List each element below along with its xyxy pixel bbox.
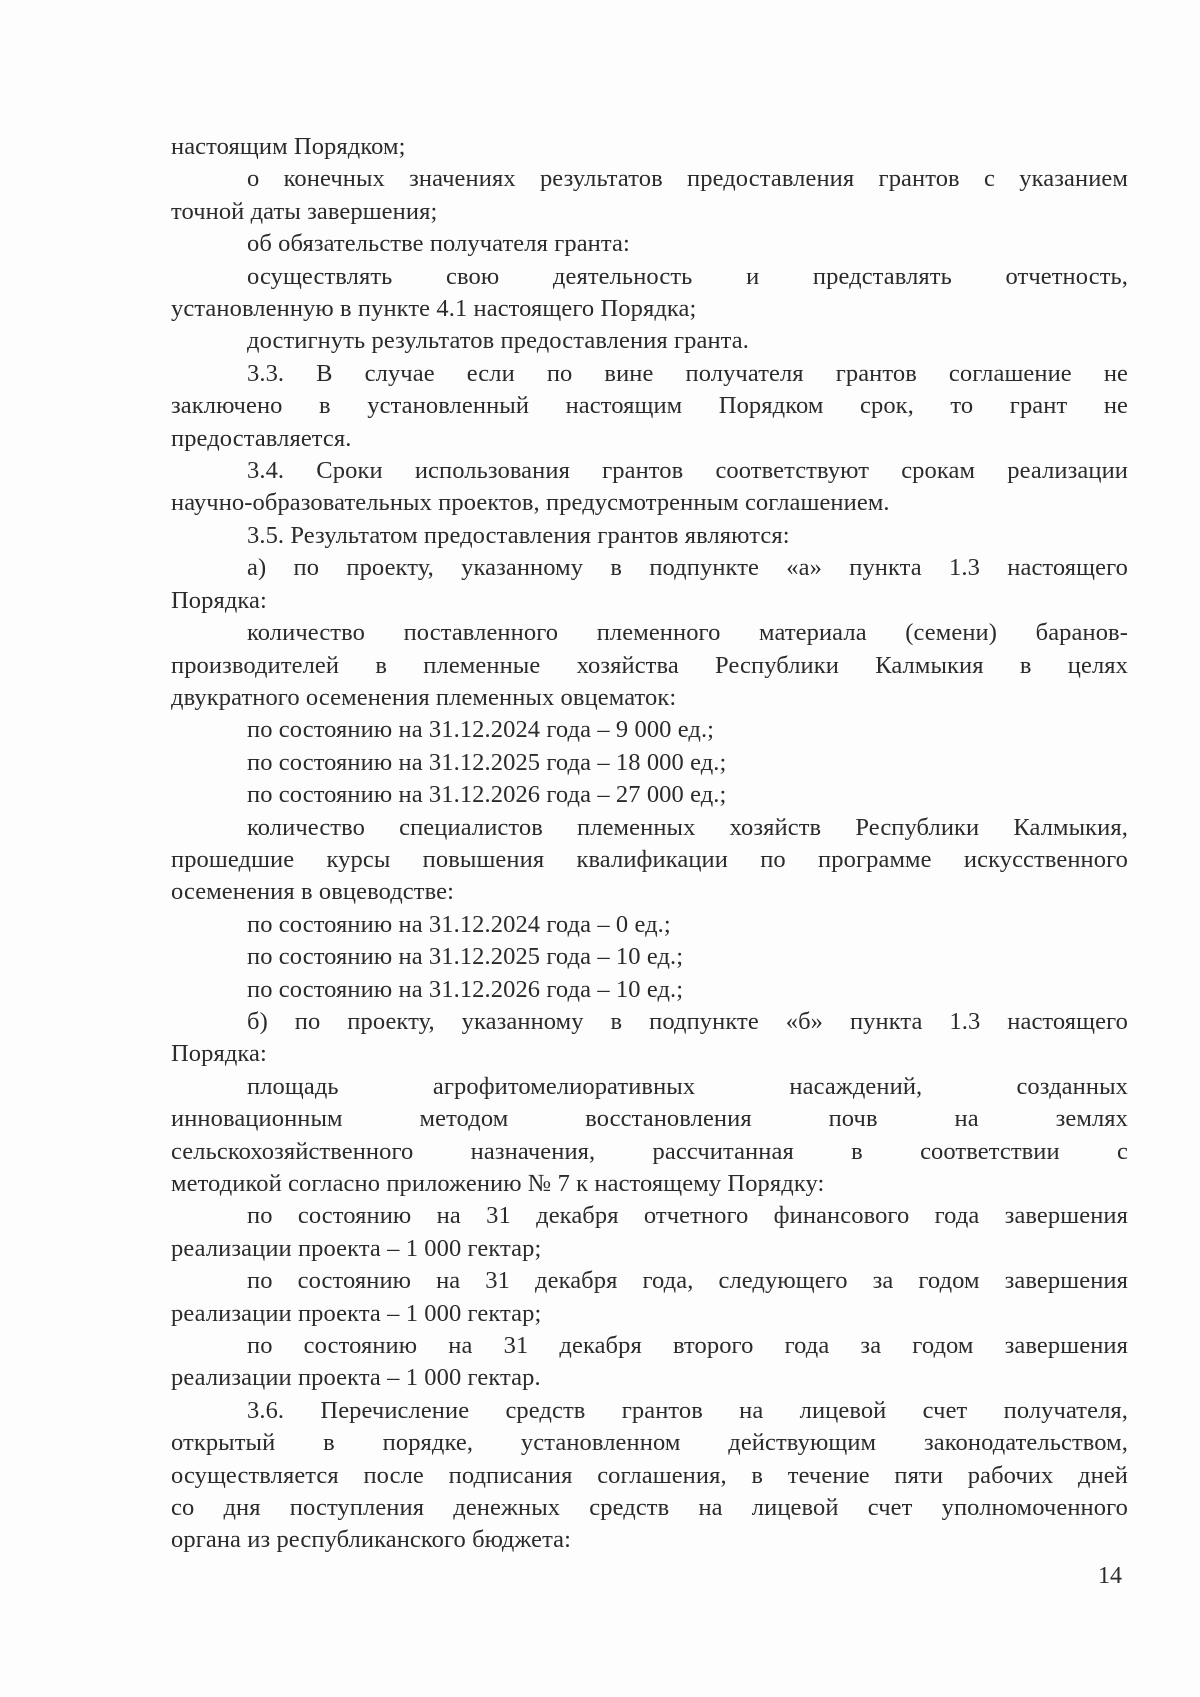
text-line: реализации проекта – 1 000 гектар; <box>171 1299 542 1327</box>
text-line: по состоянию на 31.12.2025 года – 18 000 ед.; <box>247 748 727 776</box>
text-line: а) по проекту, указанному в подпункте «а» пункта 1.3 настоящего <box>247 554 1128 582</box>
text-line: по состоянию на 31.12.2024 года – 9 000 ед.; <box>247 716 715 744</box>
text-line: об обязательстве получателя гранта: <box>247 230 630 258</box>
text-line: методикой согласно приложению № 7 к настоящему Порядку: <box>171 1170 825 1197</box>
text-line: по состоянию на 31 декабря года, следующего за годом завершения <box>247 1267 1128 1295</box>
text-line: заключено в установленный настоящим Порядком срок, то грант не <box>171 392 1128 420</box>
text-line: сельскохозяйственного назначения, рассчитанная в соответствии с <box>171 1137 1128 1165</box>
text-line: установленную в пункте 4.1 настоящего Порядка; <box>171 295 697 323</box>
text-line: количество специалистов племенных хозяйств Республики Калмыкия, <box>247 813 1128 841</box>
text-line: настоящим Порядком; <box>171 133 406 160</box>
text-line: по состоянию на 31.12.2026 года – 10 ед.; <box>247 975 684 1003</box>
text-line: предоставляется. <box>171 424 352 452</box>
text-line: реализации проекта – 1 000 гектар. <box>171 1364 541 1392</box>
text-line: осеменения в овцеводстве: <box>171 878 454 906</box>
text-line: открытый в порядке, установленном действующим законодательством, <box>171 1429 1128 1457</box>
text-line: по состоянию на 31.12.2025 года – 10 ед.; <box>247 943 684 971</box>
text-line: Порядка: <box>171 1040 267 1068</box>
text-line: реализации проекта – 1 000 гектар; <box>171 1234 542 1262</box>
text-line: инновационным методом восстановления почв на землях <box>171 1105 1128 1133</box>
text-line: прошедшие курсы повышения квалификации по программе искусственного <box>171 845 1128 873</box>
text-line: по состоянию на 31 декабря отчетного финансового года завершения <box>247 1202 1128 1230</box>
text-line: органа из республиканского бюджета: <box>171 1526 572 1554</box>
text-line: двукратного осеменения племенных овцематок: <box>171 683 677 711</box>
text-line: 3.5. Результатом предоставления грантов являются: <box>247 521 790 549</box>
text-line: осуществлять свою деятельность и представлять отчетность, <box>247 262 1128 290</box>
text-line: со дня поступления денежных средств на лицевой счет уполномоченного <box>171 1494 1128 1522</box>
text-line: достигнуть результатов предоставления гранта. <box>247 327 749 355</box>
text-line: площадь агрофитомелиоративных насаждений, созданных <box>247 1072 1128 1100</box>
page-number: 14 <box>1098 1563 1122 1589</box>
text-line: Порядка: <box>171 586 267 614</box>
text-line: по состоянию на 31 декабря второго года за годом завершения <box>247 1332 1128 1360</box>
text-line: 3.3. В случае если по вине получателя грантов соглашение не <box>247 359 1128 387</box>
text-line: по состоянию на 31.12.2026 года – 27 000 ед.; <box>247 781 727 809</box>
text-line: осуществляется после подписания соглашения, в течение пяти рабочих дней <box>171 1461 1128 1489</box>
text-line: 3.6. Перечисление средств грантов на лицевой счет получателя, <box>247 1396 1128 1424</box>
text-line: точной даты завершения; <box>171 197 438 225</box>
text-line: о конечных значениях результатов предоставления грантов с указанием <box>247 165 1128 193</box>
text-line: по состоянию на 31.12.2024 года – 0 ед.; <box>247 910 671 938</box>
text-line: производителей в племенные хозяйства Республики Калмыкия в целях <box>171 651 1128 679</box>
text-line: 3.4. Сроки использования грантов соответствуют срокам реализации <box>247 457 1128 485</box>
document-body <box>171 131 1128 1557</box>
text-line: научно-образовательных проектов, предусмотренным соглашением. <box>171 489 890 517</box>
text-line: количество поставленного племенного материала (семени) баранов- <box>247 619 1128 647</box>
text-line: б) по проекту, указанному в подпункте «б» пункта 1.3 настоящего <box>247 1007 1128 1035</box>
